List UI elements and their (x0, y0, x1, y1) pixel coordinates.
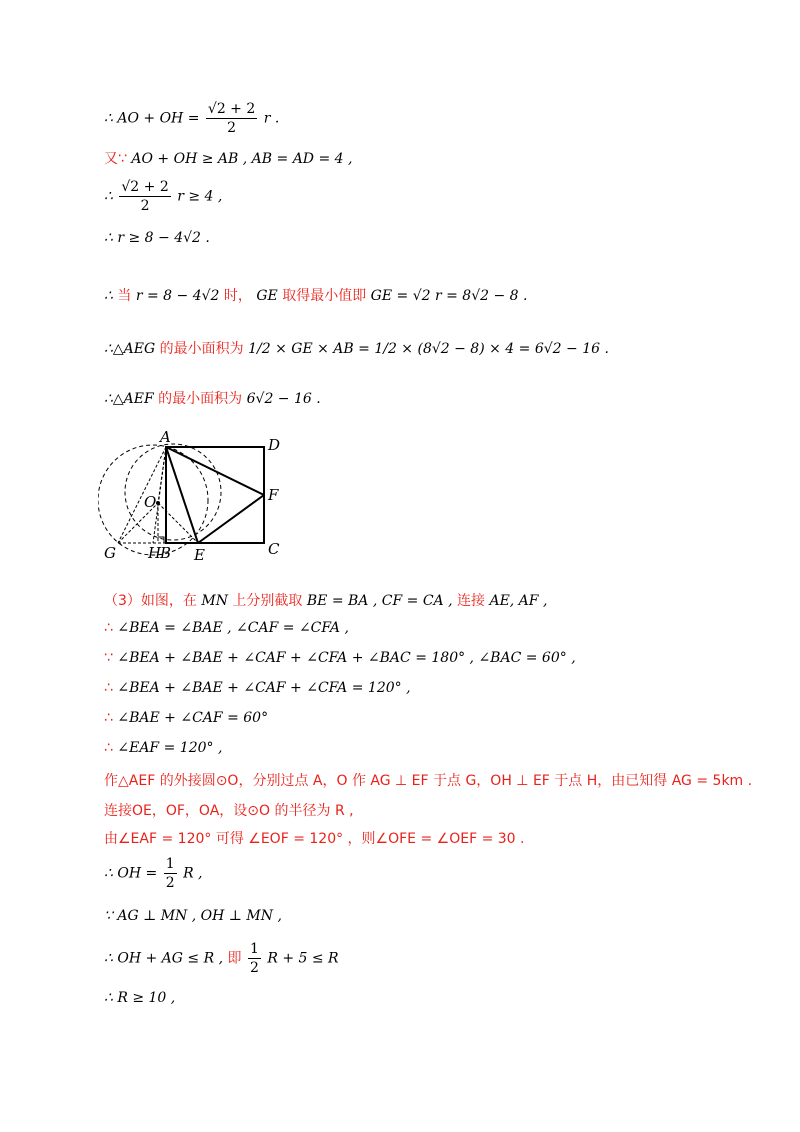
line-10: ∵ ∠BEA + ∠BAE + ∠CAF + ∠CFA + ∠BAC = 180° , ∠BAC = 60° , (104, 650, 576, 666)
segment-ao (158, 447, 166, 503)
line-3: ∴ $\frac{√2 + 2}{2}$ r ≥ 4 , (104, 179, 223, 214)
fraction: $\frac{1}{2}$ (165, 856, 175, 891)
segment-af (166, 447, 264, 495)
label-a: A (160, 428, 171, 446)
line-15: 连接OE，OF，OA，设⊙O 的半径为 R , (104, 803, 354, 819)
line-4 (104, 230, 210, 246)
eq-text: ∴ AO + OH = (104, 110, 204, 127)
label-f: F (268, 486, 279, 504)
line-8: （3）如图，在 MN 上分别截取 BE = BA , CF = CA , 连接 AE, AF , (104, 593, 548, 609)
geometry-figure (98, 428, 298, 568)
line-9: ∴ ∠BEA = ∠BAE , ∠CAF = ∠CFA , (104, 620, 349, 636)
label-d: D (268, 436, 281, 454)
small-circle (125, 444, 221, 540)
fraction: $\frac{√2 + 2}{2}$ (121, 179, 169, 214)
square-abcd (166, 447, 264, 543)
eq-text: ∴ r ≥ 8 − 4√2 . (104, 230, 210, 246)
line-14: 作△AEF 的外接圆⊙O，分别过点 A，O 作 AG ⊥ EF 于点 G，OH ⊥ EF 于点 H，由已知得 AG = 5km . (104, 773, 753, 789)
label-g: G (104, 544, 116, 562)
label-o: O (144, 493, 157, 511)
line-12: ∴ ∠BAE + ∠CAF = 60° (104, 710, 269, 726)
label-c: C (268, 540, 280, 558)
label-h: H (148, 544, 162, 562)
line-17: ∴ OH = $\frac{1}{2}$ R , (104, 856, 203, 891)
line-2 (104, 148, 352, 168)
line-19: ∴ OH + AG ≤ R , 即 $\frac{1}{2}$ R + 5 ≤ R (104, 941, 339, 976)
label-e: E (194, 546, 205, 564)
line-13: ∴ ∠EAF = 120° , (104, 740, 223, 756)
label-b: B (160, 544, 172, 562)
line-16: 由∠EAF = 120° 可得 ∠EOF = 120° ，则∠OFE = ∠OEF = 30 . (104, 831, 525, 847)
line-18: ∵ AG ⊥ MN , OH ⊥ MN , (104, 908, 282, 924)
fraction: $\frac{1}{2}$ (249, 941, 259, 976)
red-text: 又∵ (104, 151, 127, 167)
fraction: $\frac{√2 + 2}{2}$ (207, 101, 256, 136)
right-angle-mark (158, 537, 164, 543)
line-20: ∴ R ≥ 10 , (104, 990, 176, 1006)
line-11: ∴ ∠BEA + ∠BAE + ∠CAF + ∠CFA = 120° , (104, 680, 411, 696)
line-7: ∴△AEF 的最小面积为 6√2 − 16 . (104, 391, 321, 407)
point-o (156, 501, 160, 505)
eq-text: AO + OH ≥ AB , AB = AD = 4 , (131, 151, 353, 167)
line-5: ∴ 当 r = 8 − 4√2 时， GE 取得最小值即 GE = √2 r = 8√2 − 8 . (104, 288, 528, 304)
line-6: ∴△AEG 的最小面积为 1/2 × GE × AB = 1/2 × (8√2 − 8) × 4 = 6√2 − 16 . (104, 341, 609, 357)
line-1: ∴ AO + OH = $\frac{√2 + 2}{2}$ r . (104, 101, 280, 136)
